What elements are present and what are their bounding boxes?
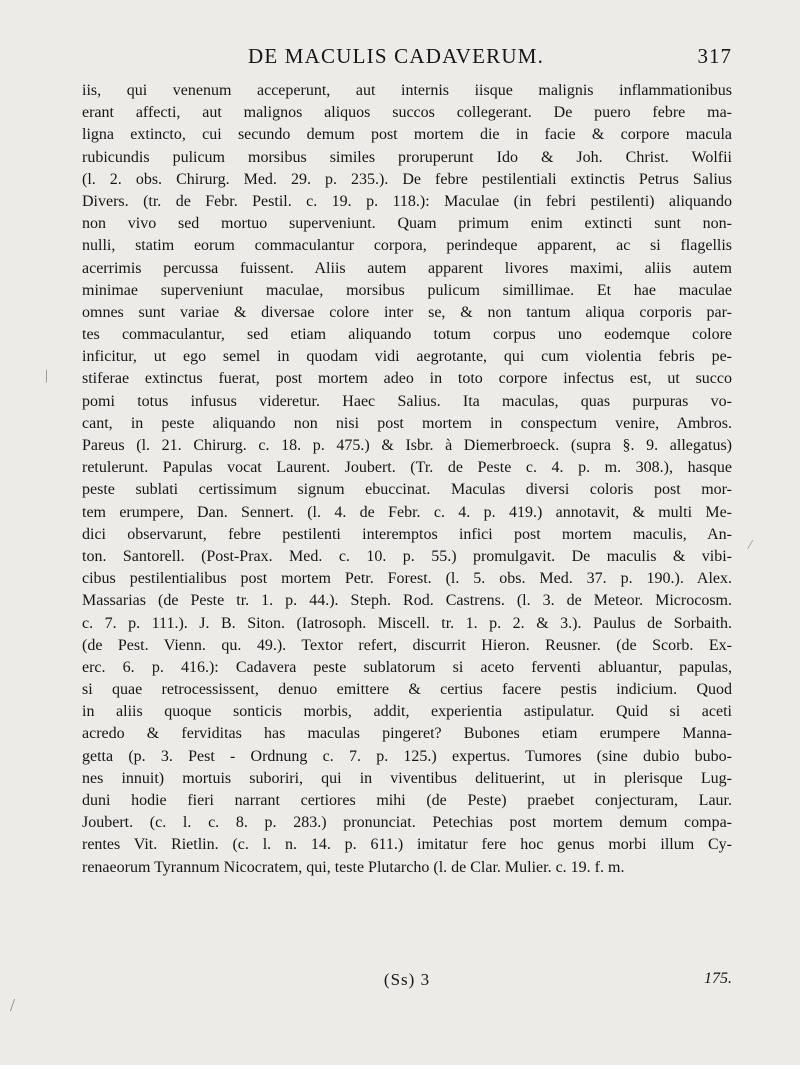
margin-pencil-mark: / [10,995,16,1015]
text-line: nulli, statim eorum commaculantur corpora, perindeque apparent, ac si flagellis [82,237,732,255]
text-line: rubicundis pulicum morsibus similes proruperunt Ido & Joh. Christ. Wolfii [82,148,732,166]
text-line: omnes sunt variae & diversae colore inter se, & non tantum aliqua corporis par- [82,303,732,321]
body-text [82,80,732,879]
text-line: ligna extincto, cui secundo demum post mortem die in facie & corpore macula [82,126,732,144]
text-line: acredo & ferviditas has maculas pingeret? Bubones etiam erumpere Manna- [82,725,732,743]
text-line: renaeorum Tyrannum Nicocratem, qui, teste Plutarcho (l. de Clar. Mulier. c. 19. f. m. [82,858,625,876]
text-line: stiferae extinctus fuerat, post mortem adeo in toto corpore infectus est, ut succo [82,370,732,388]
text-line: cant, in peste aliquando non nisi post mortem in conspectum venire, Ambros. [82,414,732,432]
text-line: (l. 2. obs. Chirurg. Med. 29. p. 235.). De febre pestilentiali extinctis Petrus Salius [82,170,732,188]
text-line: acerrimis percussa fuissent. Aliis autem apparent livores maximi, aliis autem [82,259,732,277]
signature-mark: (Ss) 3 [383,970,431,989]
text-line: retulerunt. Papulas vocat Laurent. Joubert. (Tr. de Peste c. 4. p. m. 308.), hasque [82,459,732,477]
page-footer [82,970,732,996]
catchword: 175. [704,970,732,987]
text-line: cibus pestilentialibus post mortem Petr. Forest. (l. 5. obs. Med. 37. p. 190.). Alex. [82,570,732,588]
text-line: tes commaculantur, sed etiam aliquando totum corpus uno eodemque colore [82,326,732,344]
text-line: erc. 6. p. 416.): Cadavera peste sublatorum si aceto ferventi abluantur, papulas, [82,658,732,676]
running-title: DE MACULIS CADAVERUM. [247,44,545,68]
page-header [60,44,732,74]
text-line: si quae retrocessissent, denuo emittere & certius facere pestis indicium. Quod [82,681,732,699]
text-line: inficitur, ut ego semel in quodam vidi aegrotante, qui cum violentia febris pe- [82,348,732,366]
text-line: iis, qui venenum acceperunt, aut internis iisque malignis inflammationibus [82,82,732,99]
text-line: ton. Santorell. (Post-Prax. Med. c. 10. p. 55.) promulgavit. De maculis & vibi- [82,547,732,565]
text-line: non vivo sed mortuo superveniunt. Quam primum enim extincti sunt non- [82,215,732,233]
text-line: Joubert. (c. l. c. 8. p. 283.) pronunciat. Petechias post mortem demum compa- [82,814,732,832]
text-line: minimae superveniunt maculae, morsibus pulicum simillimae. Et hae maculae [82,281,732,299]
text-line: Divers. (tr. de Febr. Pestil. c. 19. p. 118.): Maculae (in febri pestilenti) aliquando [82,192,732,210]
text-line: in aliis quoque sonticis morbis, addit, experientia astipulatur. Quid si aceti [82,703,732,721]
text-line: rentes Vit. Rietlin. (c. l. n. 14. p. 611.) imitatur fere hoc genus morbi illum Cy- [82,836,732,854]
text-line: pomi totus infusus videretur. Haec Salius. Ita maculas, quas purpuras vo- [82,392,732,410]
text-line: erant affecti, aut malignos aliquos succos collegerant. De puero febre ma- [82,104,732,122]
text-line: Massarias (de Peste tr. 1. p. 44.). Steph. Rod. Castrens. (l. 3. de Meteor. Microcosm. [82,592,732,610]
text-line: duni hodie fieri narrant certiores mihi (de Peste) praebet conjecturam, Laur. [82,792,732,809]
text-line: tem erumpere, Dan. Sennert. (l. 4. de Febr. c. 4. p. 419.) annotavit, & multi Me- [82,503,732,521]
margin-pencil-mark: / [746,537,754,554]
text-line: dici observarunt, febre pestilenti interemptos infici post mortem maculis, An- [82,525,732,543]
text-line: nes innuit) mortuis suboriri, qui in viventibus delituerint, ut in plerisque Lug- [82,769,732,787]
text-line: Pareus (l. 21. Chirurg. c. 18. p. 475.) & Isbr. à Diemerbroeck. (supra §. 9. allegatus) [82,437,732,454]
margin-pencil-mark: / [40,365,52,387]
text-line: (de Pest. Vienn. qu. 49.). Textor refert, discurrit Hieron. Reusner. (de Scorb. Ex- [82,636,732,654]
text-line: peste sublati certissimum signum ebuccinat. Maculas diversi coloris post mor- [82,481,732,499]
page-number: 317 [697,44,732,68]
text-line: getta (p. 3. Pest - Ordnung c. 7. p. 125.) expertus. Tumores (sine dubio bubo- [82,747,732,765]
text-line: c. 7. p. 111.). J. B. Siton. (Iatrosoph. Miscell. tr. 1. p. 2. & 3.). Paulus de Sorbaith. [82,614,732,632]
